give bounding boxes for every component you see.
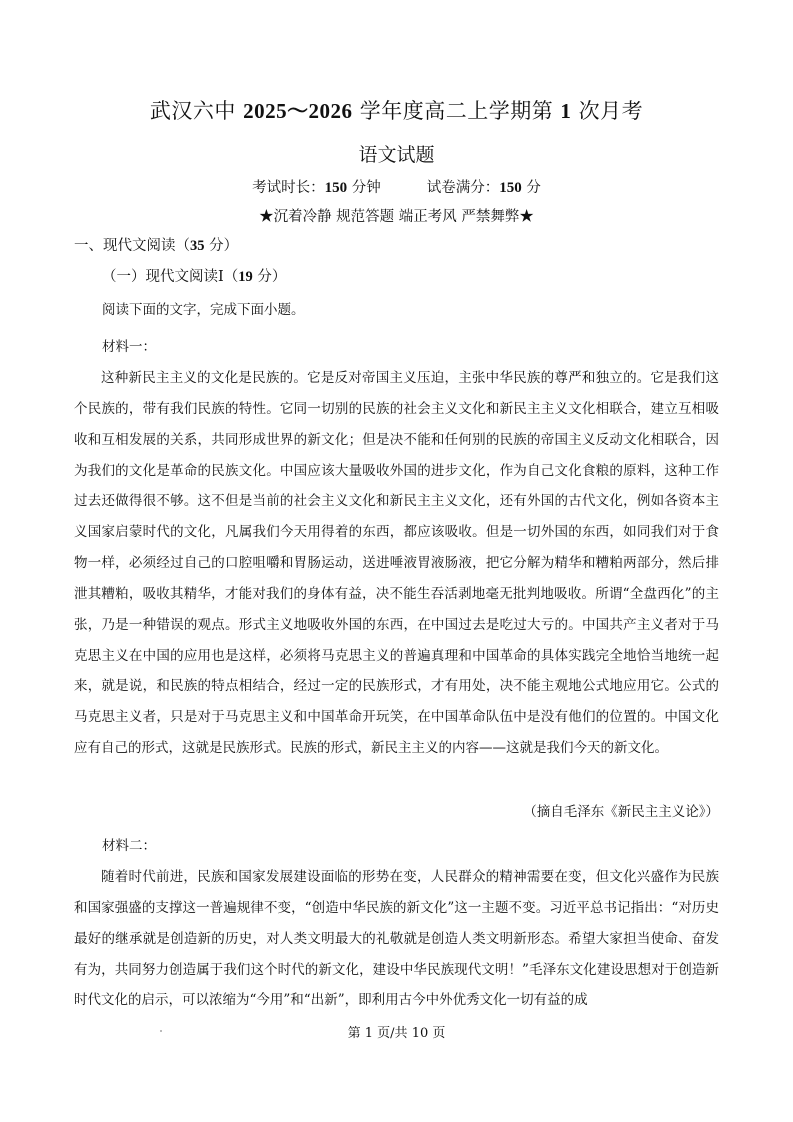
subsection-score-unit: 分） bbox=[252, 269, 287, 285]
material-one-paragraph: 这种新民主主义的文化是民族的。它是反对帝国主义压迫，主张中华民族的尊严和独立的。它是我们这个民族的，带有我们民族的特性。它同一切别的民族的社会主义文化和新民主主义文化相联合，建立互相吸收和互相发展的关系，共同形成世界的新文化；但是决不能和任何别的民族的帝国主义反动文化相联合，因为我们的文化是革命的民族文化。中国应该大量吸收外国的进步文化，作为自己文化食粮的原料，这种工作过去还做得很不够。这不但是当前的社会主义文化和新民主主义文化，还有外国的古代文化，例如各资本主义国家启蒙时代的文化，凡属我们今天用得着的东西，都应该吸收。但是一切外国的东西，如同我们对于食物一样，必须经过自己的口腔咀嚼和胃肠运动，送进唾液胃液肠液，把它分解为精华和糟粕两部分，然后排泄其糟粕，吸收其精华，才能对我们的身体有益，决不能生吞活剥地毫无批判地吸收。所谓“全盘西化”的主张，乃是一种错误的观点。形式主义地吸收外国的东西，在中国过去是吃过大亏的。中国共产主义者对于马克思主义在中国的应用也是这样，必须将马克思主义的普遍真理和中国革命的具体实践完全地恰当地统一起来，就是说，和民族的特点相结合，经过一定的民族形式，才有用处，决不能主观地公式地应用它。公式的马克思主义者，只是对于马克思主义和中国革命开玩笑，在中国革命队伍中是没有他们的位置的。中国文化应有自己的形式，这就是民族形式。民族的形式，新民主主义的内容——这就是我们今天的新文化。 bbox=[74, 370, 719, 757]
title-exam-number: 1 bbox=[560, 99, 572, 123]
title-term: 学年度高二上学期第 bbox=[352, 99, 561, 123]
section-score: 35 bbox=[190, 238, 205, 254]
page-number: 1 bbox=[364, 1026, 374, 1041]
exam-title bbox=[0, 98, 793, 124]
subsection-label: （一）现代文阅读Ⅰ（ bbox=[102, 269, 239, 285]
section-heading bbox=[74, 236, 238, 256]
title-school: 武汉六中 bbox=[149, 99, 244, 123]
duration-value: 150 bbox=[324, 180, 348, 196]
material-one-label: 材料一： bbox=[102, 339, 156, 355]
title-year-range: 2025～2026 bbox=[243, 99, 353, 123]
subsection-heading bbox=[102, 267, 286, 287]
score-value: 150 bbox=[499, 180, 522, 196]
score-label: 试卷满分： bbox=[426, 180, 500, 196]
exam-motto: ★沉着冷静 规范答题 端正考风 严禁舞弊★ bbox=[259, 209, 534, 225]
material-two-label: 材料二： bbox=[102, 838, 156, 854]
page-total: 10 bbox=[411, 1026, 429, 1041]
material-one-source: （摘自毛泽东《新民主主义论》） bbox=[523, 804, 719, 820]
title-exam-kind: 次月考 bbox=[571, 99, 644, 123]
page-number-suffix: 页 bbox=[428, 1026, 446, 1041]
subsection-score: 19 bbox=[238, 269, 253, 285]
score-unit: 分 bbox=[521, 180, 541, 196]
subject-title: 语文试题 bbox=[358, 144, 435, 166]
instruction-text: 阅读下面的文字，完成下面小题。 bbox=[102, 302, 305, 318]
duration-unit: 分钟 bbox=[347, 180, 381, 196]
page-number-prefix: 第 bbox=[347, 1026, 365, 1041]
section-label: 一、现代文阅读（ bbox=[74, 238, 190, 254]
page-footer bbox=[0, 1025, 793, 1043]
page-number-separator: 页/共 bbox=[373, 1026, 412, 1041]
material-two-paragraph: 随着时代前进，民族和国家发展建设面临的形势在变，人民群众的精神需要在变，但文化兴盛作为民族和国家强盛的支撑这一普遍规律不变，“创造中华民族的新文化”这一主题不变。习近平总书记指出：“对历史最好的继承就是创造新的历史，对人类文明最大的礼敬就是创造人类文明新形态。希望大家担当使命、奋发有为，共同努力创造属于我们这个时代的新文化，建设中华民族现代文明！”毛泽东文化建设思想对于创造新时代文化的启示，可以浓缩为“今用”和“出新”，即利用古今中外优秀文化一切有益的成 bbox=[74, 869, 719, 1009]
section-score-unit: 分） bbox=[204, 238, 239, 254]
exam-meta bbox=[0, 178, 793, 198]
duration-label: 考试时长： bbox=[252, 180, 325, 196]
